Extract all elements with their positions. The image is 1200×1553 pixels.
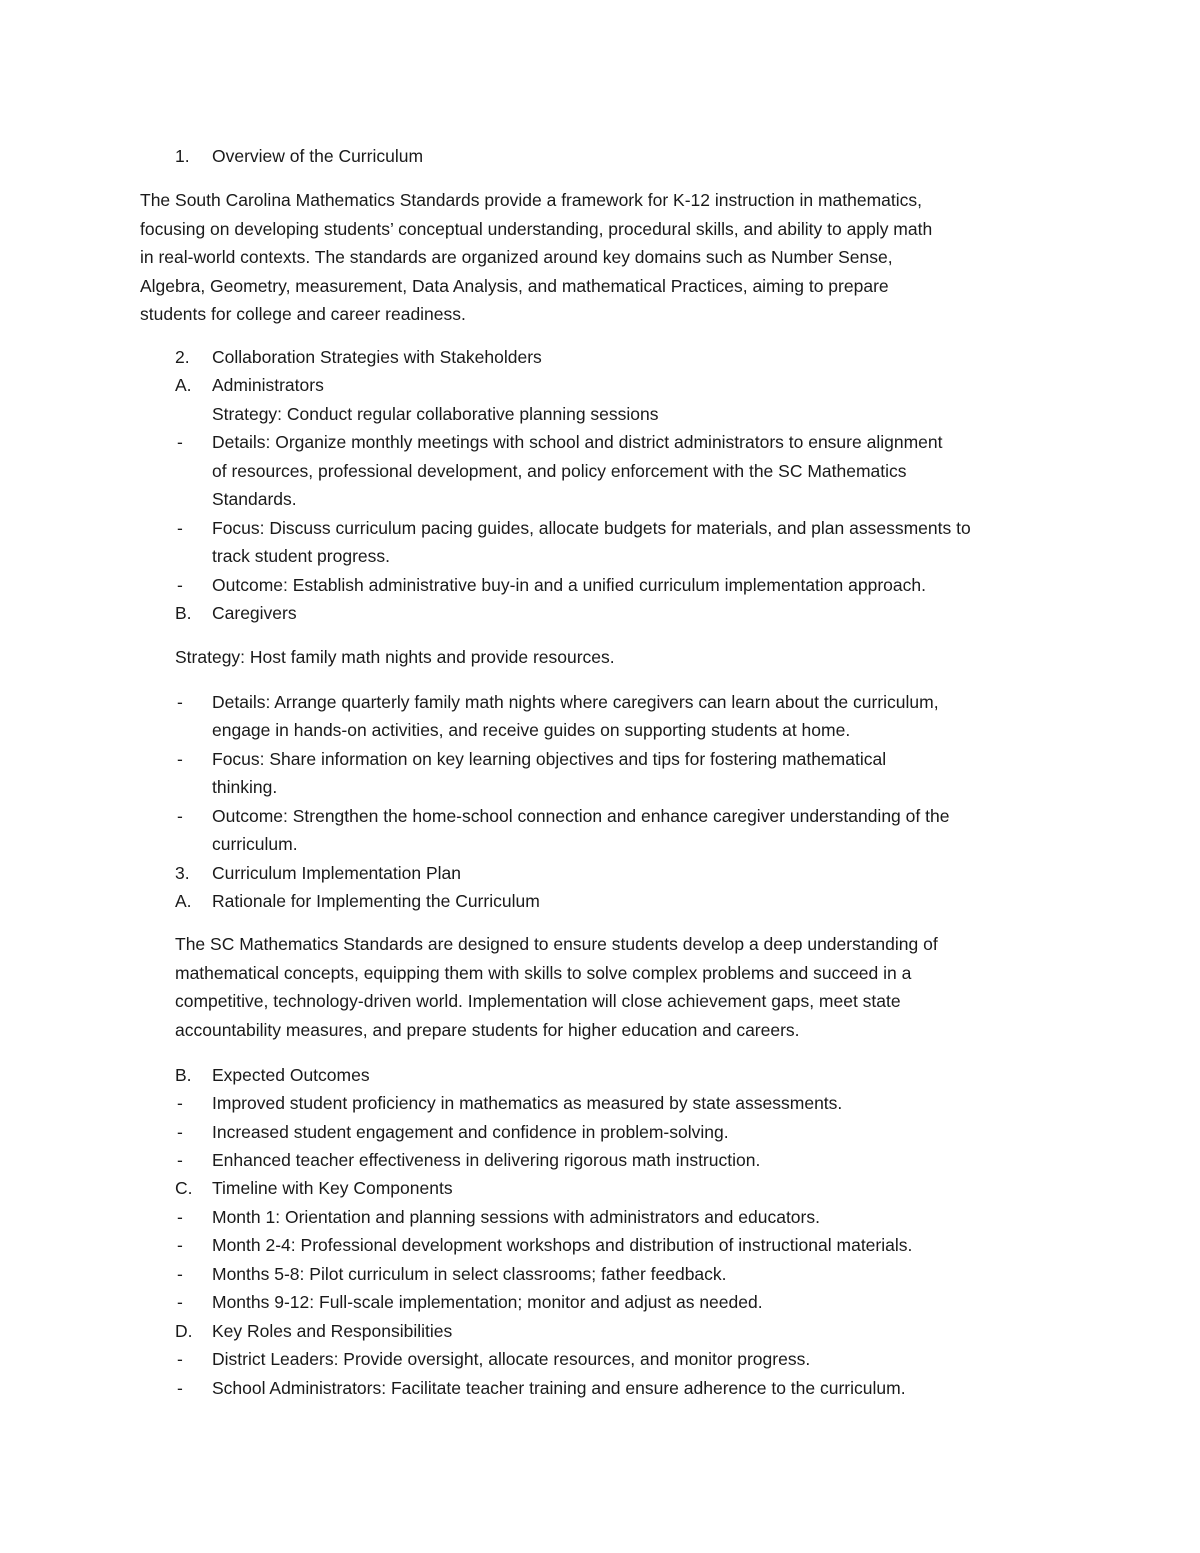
caregivers-outcome-line: Outcome: Strengthen the home-school connection and enhance caregiver understanding of the bbox=[212, 806, 950, 826]
section-1-heading: Overview of the Curriculum bbox=[212, 146, 424, 166]
bullet-dash: - bbox=[177, 806, 183, 826]
bullet-dash: - bbox=[177, 1122, 183, 1142]
section-2-number: 2. bbox=[175, 347, 190, 367]
bullet-dash: - bbox=[177, 575, 183, 595]
subsection-administrators: Administrators bbox=[212, 375, 324, 395]
subsection-timeline: Timeline with Key Components bbox=[212, 1178, 453, 1198]
admin-details-line: of resources, professional development, and policy enforcement with the SC Mathematics bbox=[212, 461, 907, 481]
timeline-item: Months 5-8: Pilot curriculum in select classrooms; father feedback. bbox=[212, 1264, 727, 1284]
caregivers-focus-line: thinking. bbox=[212, 777, 278, 797]
outcome-item: Improved student proficiency in mathematics as measured by state assessments. bbox=[212, 1093, 843, 1113]
timeline-item: Month 2-4: Professional development workshops and distribution of instructional materials. bbox=[212, 1235, 913, 1255]
bullet-dash: - bbox=[177, 1264, 183, 1284]
bullet-dash: - bbox=[177, 518, 183, 538]
bullet-dash: - bbox=[177, 1207, 183, 1227]
bullet-dash: - bbox=[177, 1349, 183, 1369]
subsection-a-marker: A. bbox=[175, 375, 192, 395]
subsection-c-marker: C. bbox=[175, 1178, 193, 1198]
role-item: District Leaders: Provide oversight, allocate resources, and monitor progress. bbox=[212, 1349, 811, 1369]
bullet-dash: - bbox=[177, 1378, 183, 1398]
paragraph-line: students for college and career readiness. bbox=[140, 304, 466, 325]
outcome-item: Enhanced teacher effectiveness in delivering rigorous math instruction. bbox=[212, 1150, 761, 1170]
subsection-a-marker: A. bbox=[175, 891, 192, 911]
timeline-item: Month 1: Orientation and planning sessions with administrators and educators. bbox=[212, 1207, 820, 1227]
paragraph-line: mathematical concepts, equipping them with skills to solve complex problems and succeed in a bbox=[175, 962, 912, 983]
section-3-number: 3. bbox=[175, 863, 190, 883]
paragraph-line: The South Carolina Mathematics Standards provide a framework for K-12 instruction in mathematics, bbox=[140, 190, 923, 210]
subsection-b-marker: B. bbox=[175, 1065, 192, 1085]
admin-strategy: Strategy: Conduct regular collaborative planning sessions bbox=[212, 404, 659, 424]
section-1-number: 1. bbox=[175, 146, 190, 166]
rationale-paragraph bbox=[175, 930, 1105, 1044]
subsection-d-marker: D. bbox=[175, 1321, 193, 1341]
bullet-dash: - bbox=[177, 1093, 183, 1113]
caregivers-outcome-line: curriculum. bbox=[212, 834, 298, 854]
subsection-roles: Key Roles and Responsibilities bbox=[212, 1321, 453, 1341]
admin-focus-line: track student progress. bbox=[212, 546, 390, 566]
paragraph-line: Algebra, Geometry, measurement, Data Analysis, and mathematical Practices, aiming to prepare bbox=[140, 275, 889, 296]
bullet-dash: - bbox=[177, 1235, 183, 1255]
paragraph-line: The SC Mathematics Standards are designed to ensure students develop a deep understanding of bbox=[175, 934, 938, 954]
paragraph-line: focusing on developing students’ conceptual understanding, procedural skills, and ability to apply math bbox=[140, 218, 933, 239]
overview-paragraph bbox=[140, 186, 1070, 329]
caregivers-details-line: Details: Arrange quarterly family math nights where caregivers can learn about the curriculum, bbox=[212, 692, 939, 712]
caregivers-strategy: Strategy: Host family math nights and provide resources. bbox=[175, 647, 615, 667]
admin-details-line: Details: Organize monthly meetings with school and district administrators to ensure alignment bbox=[212, 432, 943, 452]
section-3-heading: Curriculum Implementation Plan bbox=[212, 863, 461, 883]
bullet-dash: - bbox=[177, 1292, 183, 1312]
timeline-item: Months 9-12: Full-scale implementation; monitor and adjust as needed. bbox=[212, 1292, 763, 1312]
subsection-expected-outcomes: Expected Outcomes bbox=[212, 1065, 370, 1085]
paragraph-line: accountability measures, and prepare students for higher education and careers. bbox=[175, 1019, 800, 1040]
outcome-item: Increased student engagement and confidence in problem-solving. bbox=[212, 1122, 729, 1142]
caregivers-focus-line: Focus: Share information on key learning objectives and tips for fostering mathematical bbox=[212, 749, 887, 769]
subsection-rationale: Rationale for Implementing the Curriculum bbox=[212, 891, 540, 911]
admin-details-line: Standards. bbox=[212, 489, 297, 509]
subsection-b-marker: B. bbox=[175, 603, 192, 623]
section-2-heading: Collaboration Strategies with Stakeholders bbox=[212, 347, 542, 367]
bullet-dash: - bbox=[177, 692, 183, 712]
subsection-caregivers: Caregivers bbox=[212, 603, 297, 623]
admin-focus-line: Focus: Discuss curriculum pacing guides, allocate budgets for materials, and plan assessments to bbox=[212, 518, 971, 538]
paragraph-line: in real-world contexts. The standards are organized around key domains such as Number Sense, bbox=[140, 247, 893, 268]
bullet-dash: - bbox=[177, 1150, 183, 1170]
paragraph-line: competitive, technology-driven world. Implementation will close achievement gaps, meet state bbox=[175, 991, 901, 1012]
bullet-dash: - bbox=[177, 432, 183, 452]
caregivers-details-line: engage in hands-on activities, and receive guides on supporting students at home. bbox=[212, 720, 851, 740]
role-item: School Administrators: Facilitate teacher training and ensure adherence to the curriculum. bbox=[212, 1378, 906, 1398]
admin-outcome-line: Outcome: Establish administrative buy-in and a unified curriculum implementation approach. bbox=[212, 575, 926, 595]
bullet-dash: - bbox=[177, 749, 183, 769]
